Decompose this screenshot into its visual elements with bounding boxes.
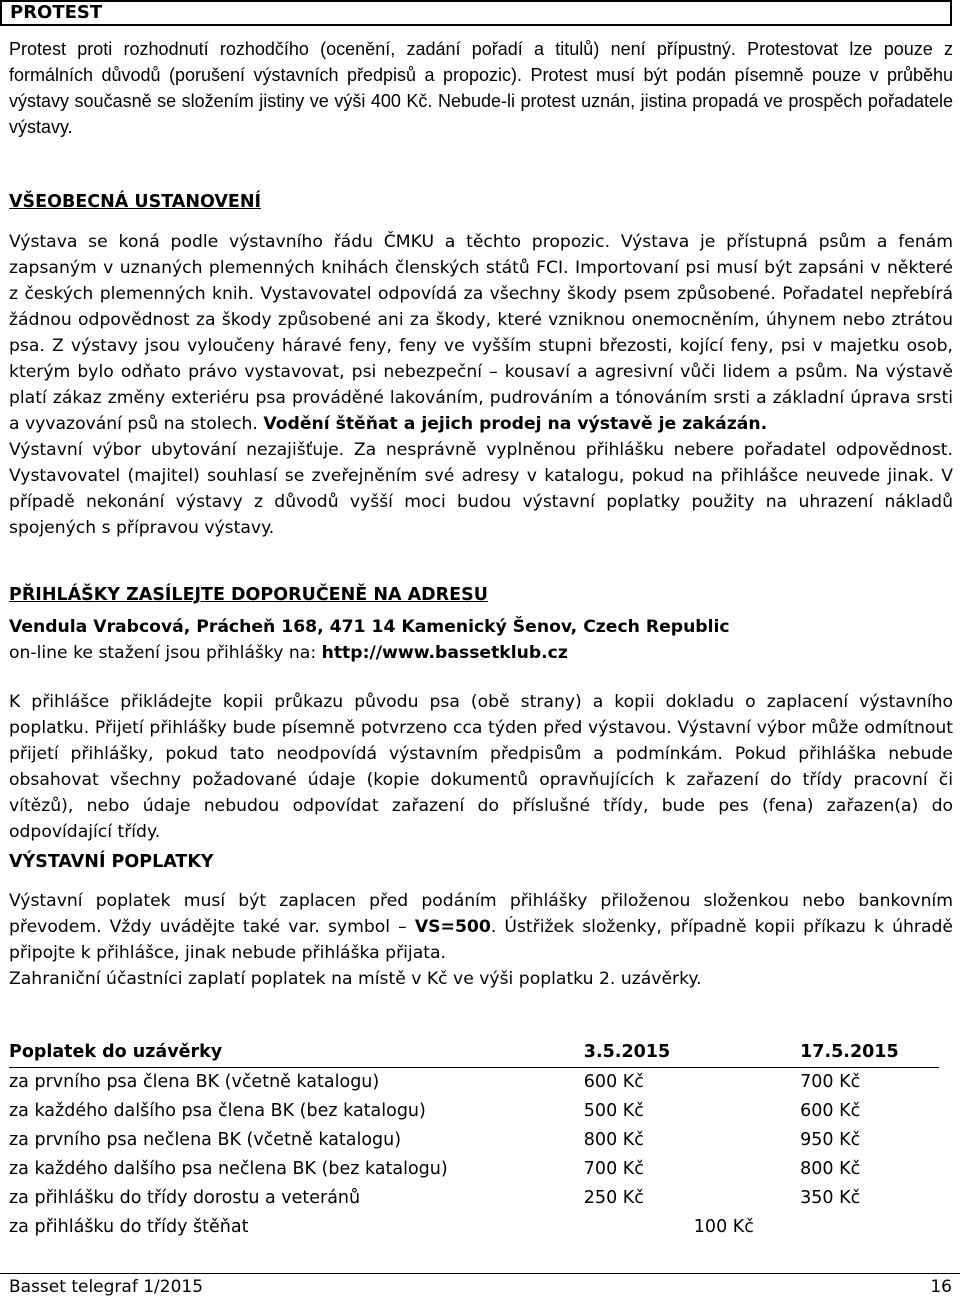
applications-online-label: on-line ke stažení jsou přihlášky na:	[9, 643, 322, 663]
table-row	[9, 1126, 939, 1155]
general-heading	[9, 191, 261, 213]
general-text-a: Výstava se koná podle výstavního řádu ČMKU a těchto propozic. Výstava je přístupná psům a fenám zapsaným v uznaných plemenných knihách členských států FCI. Importovaní psi musí být zapsáni v některé z českých plemenných knih. Vystavovatel odpovídá za všechny škody psem způsobené. Pořadatel nepřebírá žádnou odpovědnost za škody způsobené ani za škody, které vzniknou onemocněním, úhynem nebo ztrátou psa. Z výstavy jsou vyloučeny háravé feny, feny ve vyšším stupni březosti, kojící feny, psi v majetku osob, kterým bylo odňato právo vystavovat, psi nebezpeční – kousaví a agresivní vůči lidem a psům. Na výstavě platí zákaz změny exteriéru psa prováděné lakováním, pudrováním a tónováním srsti a základní úprava srsti a vyvazování psů na stolech.	[9, 232, 953, 434]
fee-header-label: Poplatek do uzávěrky	[9, 1038, 566, 1068]
fee-row-price-2: 950 Kč	[800, 1130, 861, 1150]
fee-row-price-1: 800 Kč	[583, 1130, 644, 1150]
general-text	[9, 229, 953, 541]
table-row	[9, 1097, 939, 1126]
fee-table-header	[9, 1038, 939, 1068]
applications-online	[9, 640, 953, 666]
fee-row-label: za přihlášku do třídy dorostu a veteránů	[9, 1188, 361, 1208]
general-text-b: Výstavní výbor ubytování nezajišťuje. Za nesprávně vyplněnou přihlášku nebere pořadatel odpovědnost. Vystavovatel (majitel) souhlasí se zveřejněním své adresy v katalogu, pokud na přihlášce neuvede jinak. V případě nekonání výstavy z důvodů vyšší moci budou výstavní poplatky použity na uhrazení nákladů spojených s přípravou výstavy.	[9, 440, 953, 538]
fees-heading: VÝSTAVNÍ POPLATKY	[9, 852, 214, 872]
fees-text	[9, 888, 953, 992]
fee-table	[9, 1038, 939, 1242]
fee-row-price-1: 250 Kč	[583, 1188, 644, 1208]
applications-heading: PŘIHLÁŠKY ZASÍLEJTE DOPORUČENĚ NA ADRESU	[9, 585, 488, 605]
table-row	[9, 1184, 939, 1213]
fees-variable-symbol: VS=500	[414, 917, 491, 937]
applications-address: Vendula Vrabcová, Prácheň 168, 471 14 Kamenický Šenov, Czech Republic	[9, 617, 730, 637]
fees-text-c: Zahraniční účastníci zaplatí poplatek na místě v Kč ve výši poplatku 2. uzávěrky.	[9, 969, 702, 989]
fee-row-price-1: 700 Kč	[583, 1159, 644, 1179]
protest-text: Protest proti rozhodnutí rozhodčího (ocenění, zadání pořadí a titulů) není přípustný. Protestovat lze pouze z formálních důvodů (porušení výstavních předpisů a propozic). Protest musí být podán písemně pouze v průběhu výstavy současně se složením jistiny ve výši 400 Kč. Nebude-li protest uznán, jistina propadá ve prospěch pořadatele výstavy.	[9, 39, 953, 137]
page-footer	[0, 1273, 960, 1300]
fee-row-price-2: 600 Kč	[800, 1101, 861, 1121]
fee-row-label: za přihlášku do třídy štěňat	[9, 1217, 249, 1237]
fee-row-price-1: 600 Kč	[583, 1072, 644, 1092]
table-row	[9, 1213, 939, 1242]
fee-row-label: za prvního psa člena BK (včetně katalogu)	[9, 1072, 380, 1092]
general-heading-text: VŠEOBECNÁ USTANOVENÍ	[9, 192, 262, 212]
applications-text: K přihlášce přikládejte kopii průkazu původu psa (obě strany) a kopii dokladu o zaplacení výstavního poplatku. Přijetí přihlášky bude písemně potvrzeno cca týden před výstavou. Výstavní výbor může odmítnout přijetí přihlášky, pokud tato neodpovídá výstavním předpisům a podmínkám. Pokud přihláška nebude obsahovat všechny požadované údaje (kopie dokumentů opravňujících k zařazení do třídy pracovní či vítězů), nebo údaje nebudou odpovídat zařazení do příslušné třídy, bude pes (fena) zařazen(a) do odpovídající třídy.	[9, 692, 953, 842]
footer-page-number: 16	[930, 1277, 952, 1297]
fee-header-deadline-2: 17.5.2015	[800, 1038, 939, 1068]
fee-row-price-2: 350 Kč	[800, 1188, 861, 1208]
general-text-bold: Vodění štěňat a jejich prodej na výstavě je zakázán.	[263, 414, 768, 434]
fee-row-price-puppy: 100 Kč	[693, 1217, 754, 1237]
fees-text-b: . Ústřižek složenky, případně kopii příkazu k úhradě připojte k přihlášce, jinak nebude přihláška přijata.	[9, 917, 953, 963]
table-row	[9, 1155, 939, 1184]
fees-text-a: Výstavní poplatek musí být zaplacen před podáním přihlášky přiloženou složenkou nebo bankovním převodem. Vždy uvádějte také var. symbol –	[9, 891, 953, 937]
fee-row-price-2: 800 Kč	[800, 1159, 861, 1179]
protest-heading: PROTEST	[0, 0, 952, 26]
footer-publication: Basset telegraf 1/2015	[9, 1277, 204, 1297]
table-row	[9, 1068, 939, 1098]
fee-row-price-1: 500 Kč	[583, 1101, 644, 1121]
fee-row-label: za prvního psa nečlena BK (včetně katalogu)	[9, 1130, 402, 1150]
fee-row-price-2: 700 Kč	[800, 1072, 861, 1092]
fee-row-label: za každého dalšího psa nečlena BK (bez katalogu)	[9, 1159, 448, 1179]
fee-header-deadline-1: 3.5.2015	[566, 1038, 800, 1068]
fee-row-label: za každého dalšího psa člena BK (bez katalogu)	[9, 1101, 426, 1121]
bassetklub-link[interactable]: http://www.bassetklub.cz	[321, 643, 568, 663]
